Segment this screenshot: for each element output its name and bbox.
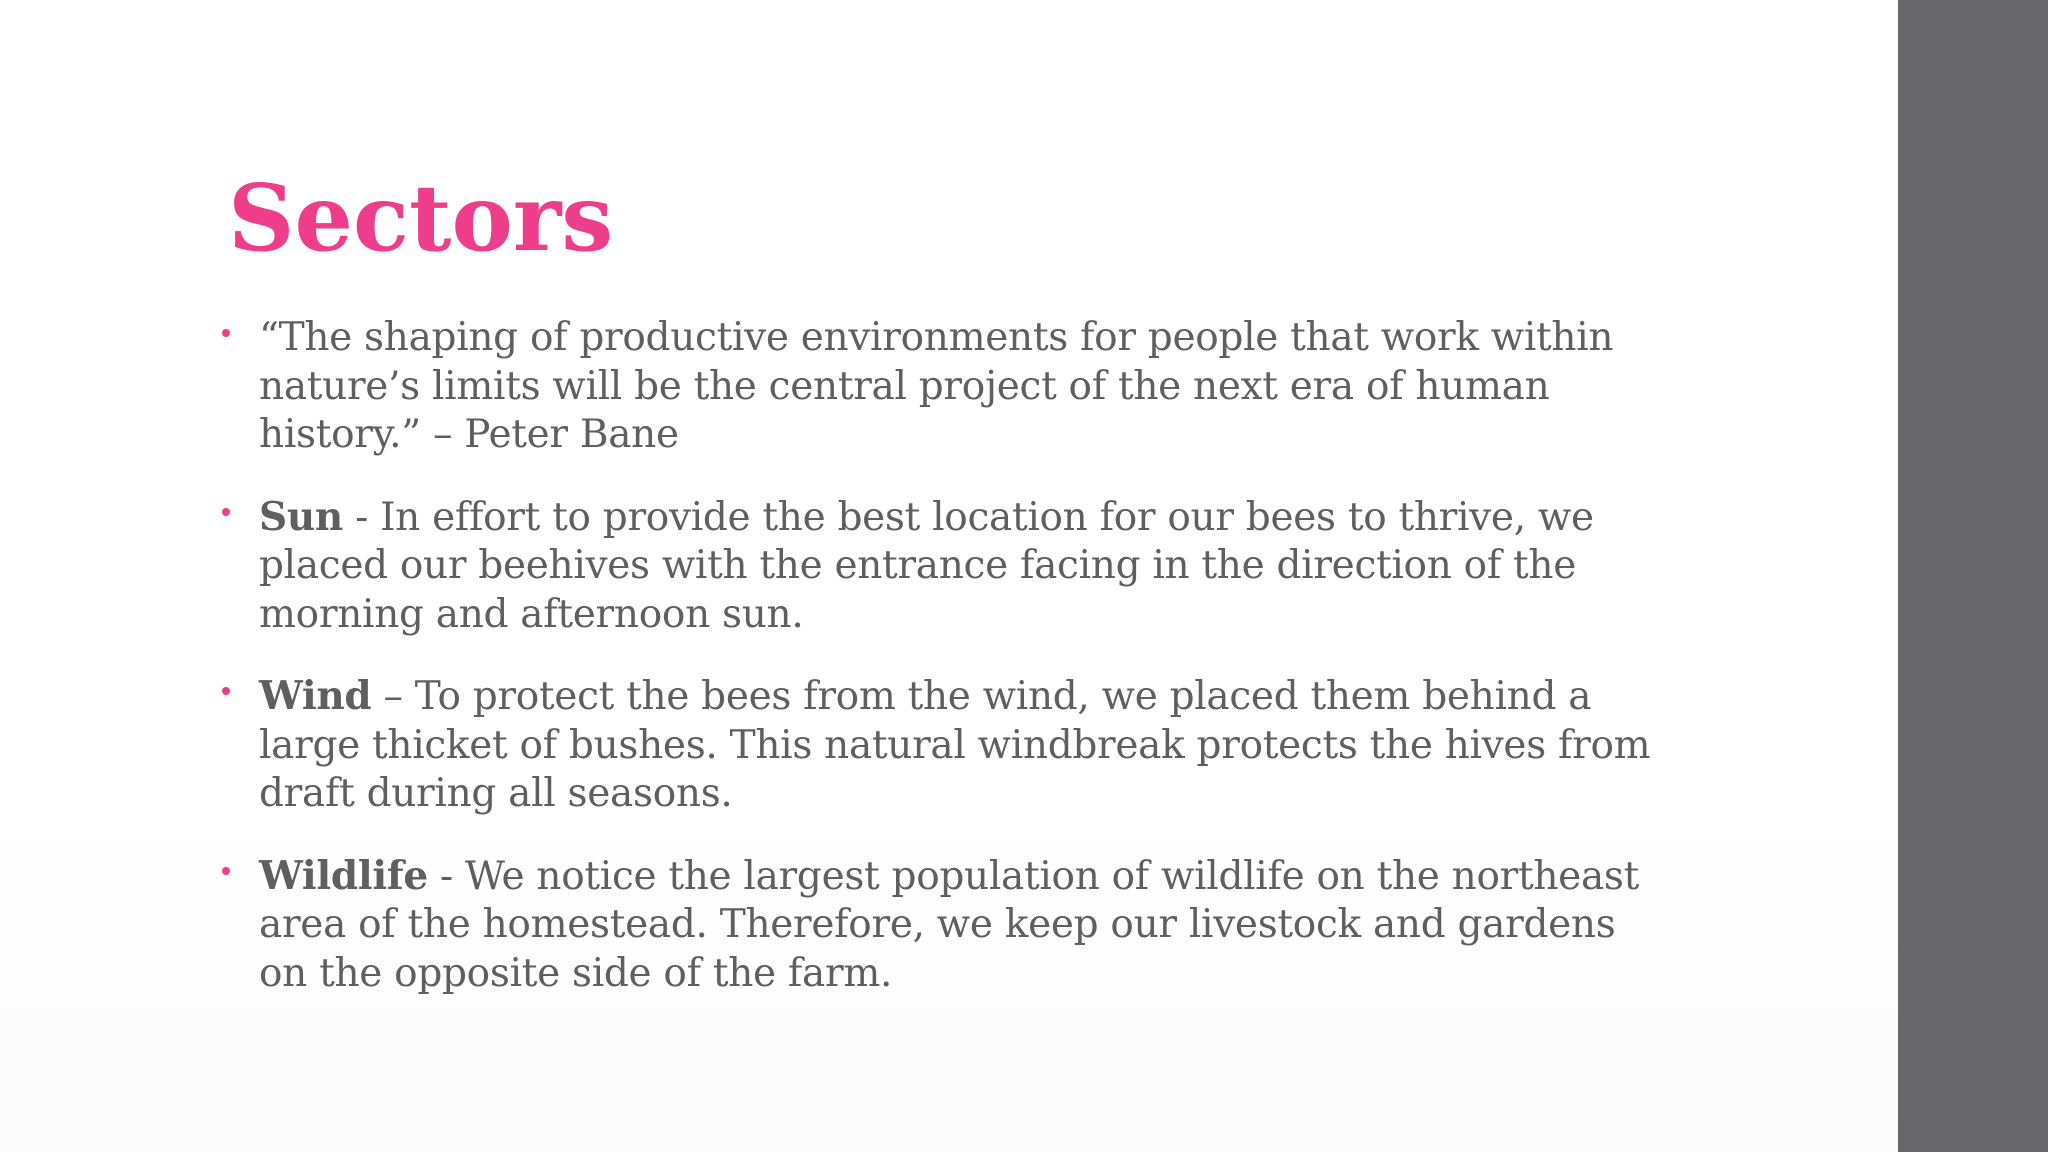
- bullet-wildlife-text: We notice the largest population of wildlife on the northeast area of the homestead. Therefore, we keep our livestock and gardens on the opposite side of the farm.: [259, 853, 1639, 996]
- slide-title: Sectors: [228, 164, 614, 272]
- bullet-term-wildlife: Wildlife: [259, 852, 428, 899]
- bullet-item-sun: [222, 493, 1652, 640]
- side-accent-bar: [1898, 0, 2048, 1152]
- bullet-separator: -: [427, 853, 465, 899]
- bullet-quote-text: “The shaping of productive environments for people that work within nature’s limits will be the central project of the next era of human history.” – Peter Bane: [259, 315, 1614, 457]
- bullet-wind-text: To protect the bees from the wind, we placed them behind a large thicket of bushes. This natural windbreak protects the hives from draft during all seasons.: [259, 674, 1651, 816]
- bullet-term-wind: Wind: [259, 673, 372, 719]
- bullet-dot-icon: [222, 687, 230, 695]
- bullet-separator: -: [342, 494, 381, 540]
- bullet-dot-icon: [222, 867, 230, 875]
- bullet-list: [222, 314, 1652, 1031]
- bullet-dot-icon: [222, 329, 230, 337]
- bullet-separator: –: [371, 674, 415, 719]
- bullet-item-quote: [222, 314, 1652, 460]
- bullet-item-wind: [222, 672, 1652, 819]
- bullet-dot-icon: [222, 508, 230, 516]
- bullet-term-sun: Sun: [259, 493, 343, 540]
- bullet-sun-text: In effort to provide the best location for our bees to thrive, we placed our beehives with the entrance facing in the direction of the morning and afternoon sun.: [259, 494, 1594, 637]
- bullet-item-wildlife: [222, 852, 1652, 999]
